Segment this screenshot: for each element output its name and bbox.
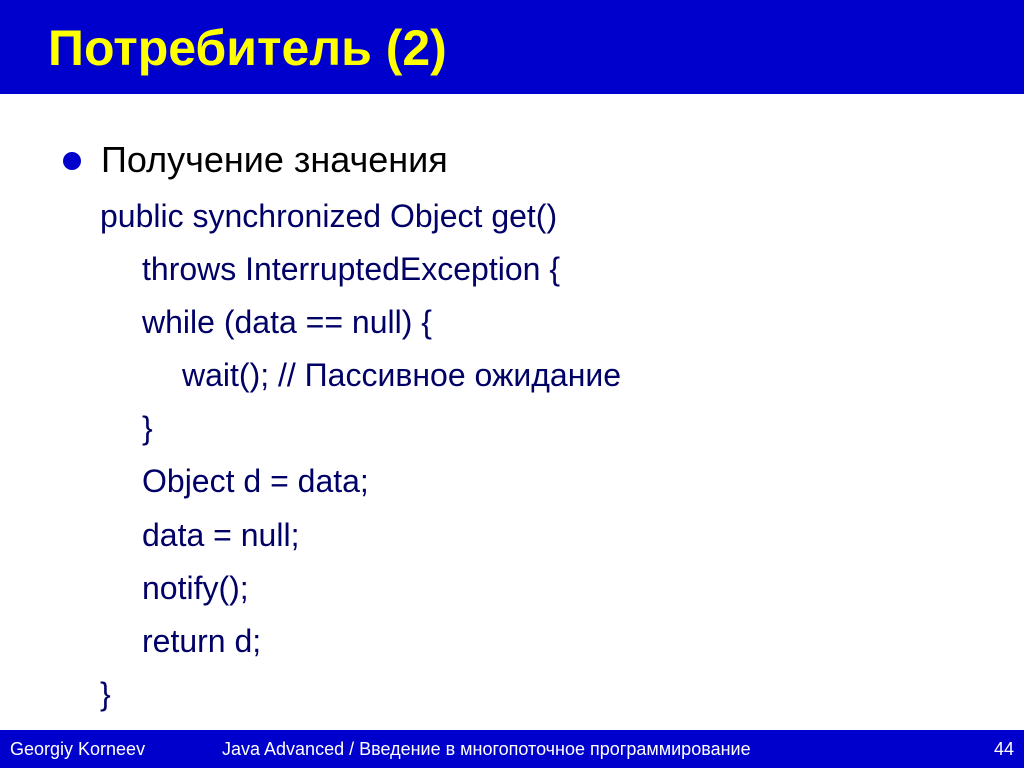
bullet-heading: Получение значения [101, 139, 448, 180]
code-line: data = null; [142, 517, 300, 553]
code-line: while (data == null) { [142, 304, 432, 340]
code-line: throws InterruptedException { [142, 251, 561, 287]
footer-bar [0, 730, 1024, 768]
bullet-icon [63, 152, 81, 170]
footer-course-title: Java Advanced / Введение в многопоточное программирование [222, 739, 751, 759]
code-line: notify(); [142, 570, 249, 606]
code-line: wait(); // Пассивное ожидание [182, 357, 622, 393]
code-line: Object d = data; [142, 463, 369, 499]
slide-title: Потребитель (2) [48, 20, 447, 76]
footer-author: Georgiy Korneev [10, 739, 146, 759]
code-line: } [100, 676, 111, 712]
code-line: return d; [142, 623, 262, 659]
code-line: public synchronized Object get() [100, 198, 558, 234]
code-line: } [142, 410, 153, 446]
page-number: 44 [993, 739, 1014, 759]
